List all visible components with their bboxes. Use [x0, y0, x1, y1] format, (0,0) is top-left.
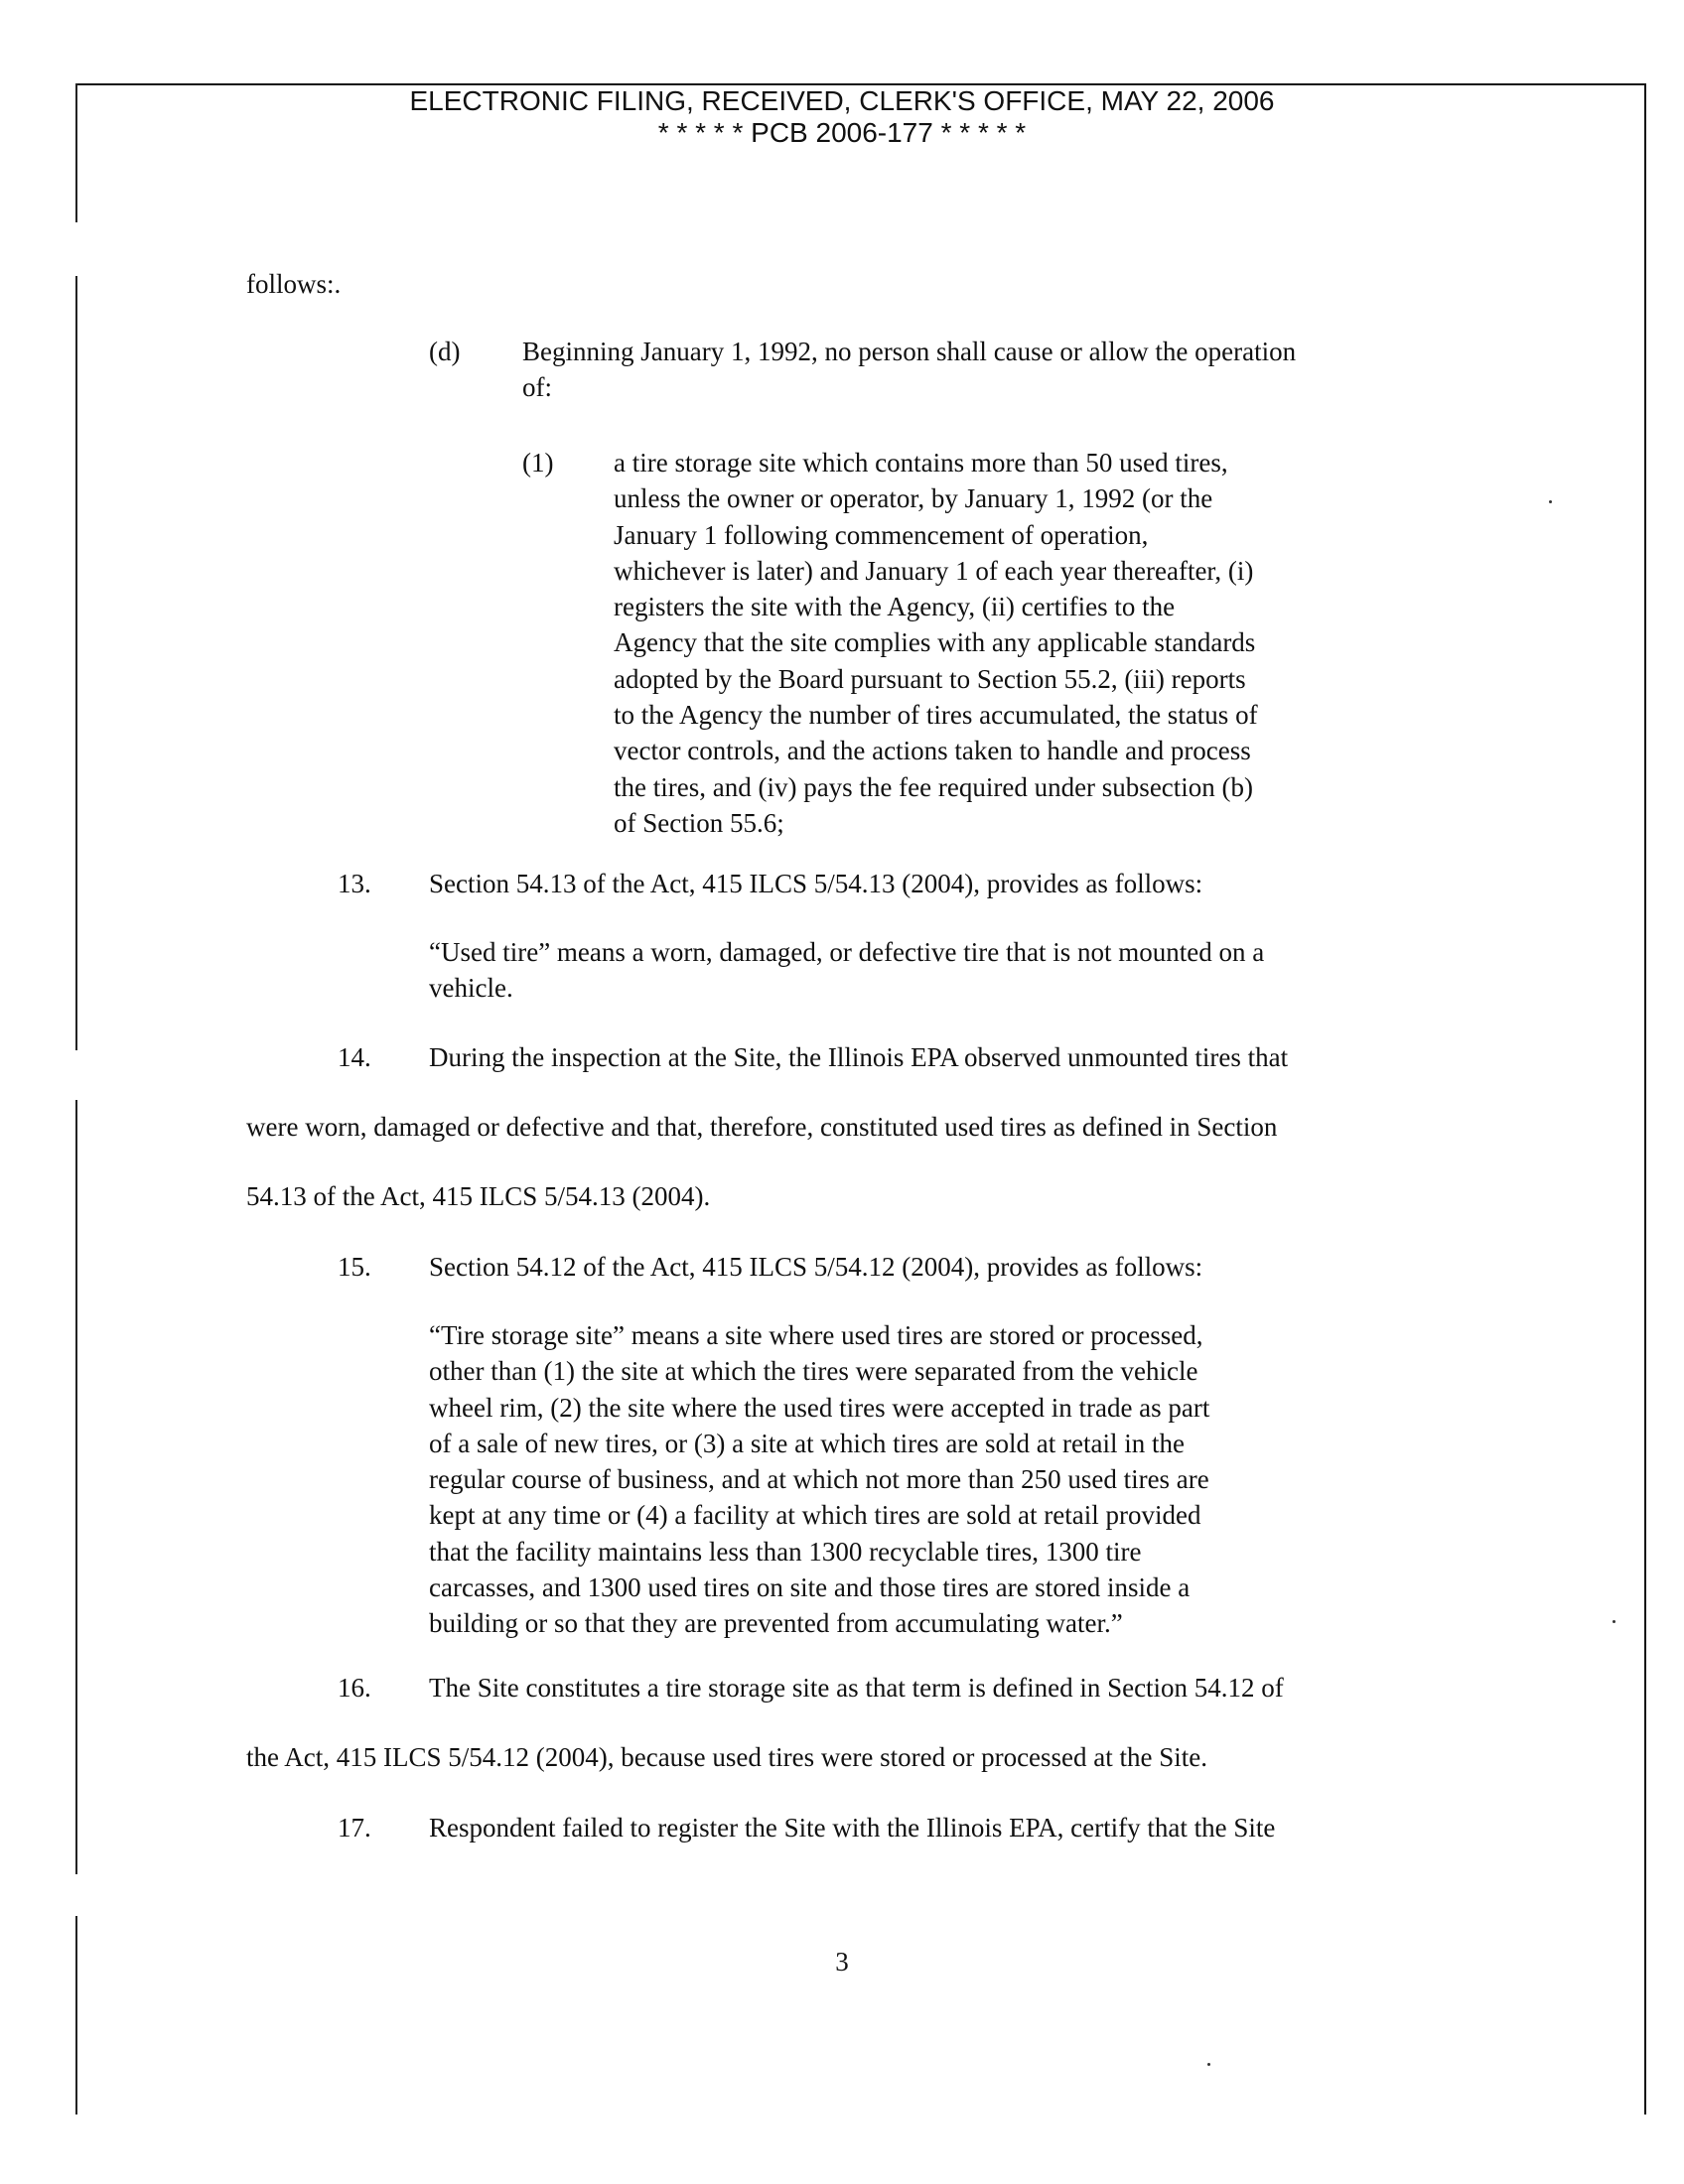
continued-text: follows:. [246, 269, 342, 299]
paragraph-14-line: 54.13 of the Act, 415 ILCS 5/54.13 (2004). [246, 1181, 711, 1211]
subsection-d-text: Beginning January 1, 1992, no person shall cause or allow the operation of: [522, 337, 1297, 403]
item-1-text: a tire storage site which contains more than 50 used tires, unless the owner or operator, by January 1, 1992 (or the January 1 following commencement of operation, whichever is later) and January 1 of each year thereafter, (i) registers the site with the Agency, (ii) certifies to the Agency that the site complies with any applicable standards adopted by the Board pursuant to Section 55.2, (iii) reports to the Agency the number of tires accumulated, the status of vector controls, and the actions taken to handle and process the tires, and (iv) pays the fee required under subsection (b) of Section 55.6; [614, 448, 1258, 838]
paragraph-15-quote: “Tire storage site” means a site where used tires are stored or processed, other than (1) the site at which the tires were separated from the vehicle wheel rim, (2) the site where the used tires were accepted in trade as part of a sale of new tires, or (3) a site at which tires are sold at retail in the regular course of business, and at which not more than 250 used tires are kept at any time or (4) a facility at which tires are sold at retail provided that the facility maintains less than 1300 recyclable tires, 1300 tire carcasses, and 1300 used tires on site and those tires are stored inside a building or so that they are prevented from accumulating water.” [429, 1320, 1210, 1639]
scan-border-right [1644, 83, 1646, 2115]
scan-border-left [75, 1916, 77, 2115]
subsection-d-marker: (d) [429, 337, 461, 366]
paragraph-15-text: Section 54.12 of the Act, 415 ILCS 5/54.12 (2004), provides as follows: [429, 1252, 1203, 1282]
scan-border-left [75, 1100, 77, 1874]
paragraph-13-text: Section 54.13 of the Act, 415 ILCS 5/54.13 (2004), provides as follows: [429, 869, 1203, 898]
filing-stamp-line1: ELECTRONIC FILING, RECEIVED, CLERK'S OFFICE, MAY 22, 2006 [409, 85, 1275, 116]
paragraph-17-number: 17. [338, 1813, 371, 1843]
paragraph-16-line: the Act, 415 ILCS 5/54.12 (2004), because used tires were stored or processed at the Site. [246, 1742, 1208, 1772]
scan-speck [1207, 2063, 1210, 2066]
scan-border-left [75, 276, 77, 1050]
paragraph-14-number: 14. [338, 1042, 371, 1072]
scan-speck [1613, 1620, 1615, 1623]
paragraph-13-quote: “Used tire” means a worn, damaged, or defective tire that is not mounted on a vehicle. [429, 937, 1265, 1004]
page-number: 3 [835, 1947, 849, 1977]
paragraph-17-line: Respondent failed to register the Site with the Illinois EPA, certify that the Site [429, 1813, 1276, 1843]
paragraph-15-number: 15. [338, 1252, 371, 1282]
paragraph-13-number: 13. [338, 869, 371, 898]
paragraph-16-number: 16. [338, 1673, 371, 1703]
item-1-marker: (1) [522, 448, 554, 478]
paragraph-14-line: were worn, damaged or defective and that, therefore, constituted used tires as defined in Section [246, 1112, 1278, 1142]
scan-speck [1549, 500, 1552, 503]
paragraph-16-line: The Site constitutes a tire storage site as that term is defined in Section 54.12 of [429, 1673, 1284, 1703]
filing-stamp [0, 85, 1684, 149]
paragraph-14-line: During the inspection at the Site, the Illinois EPA observed unmounted tires that [429, 1042, 1289, 1072]
filing-stamp-line2: * * * * * PCB 2006-177 * * * * * [657, 117, 1027, 148]
